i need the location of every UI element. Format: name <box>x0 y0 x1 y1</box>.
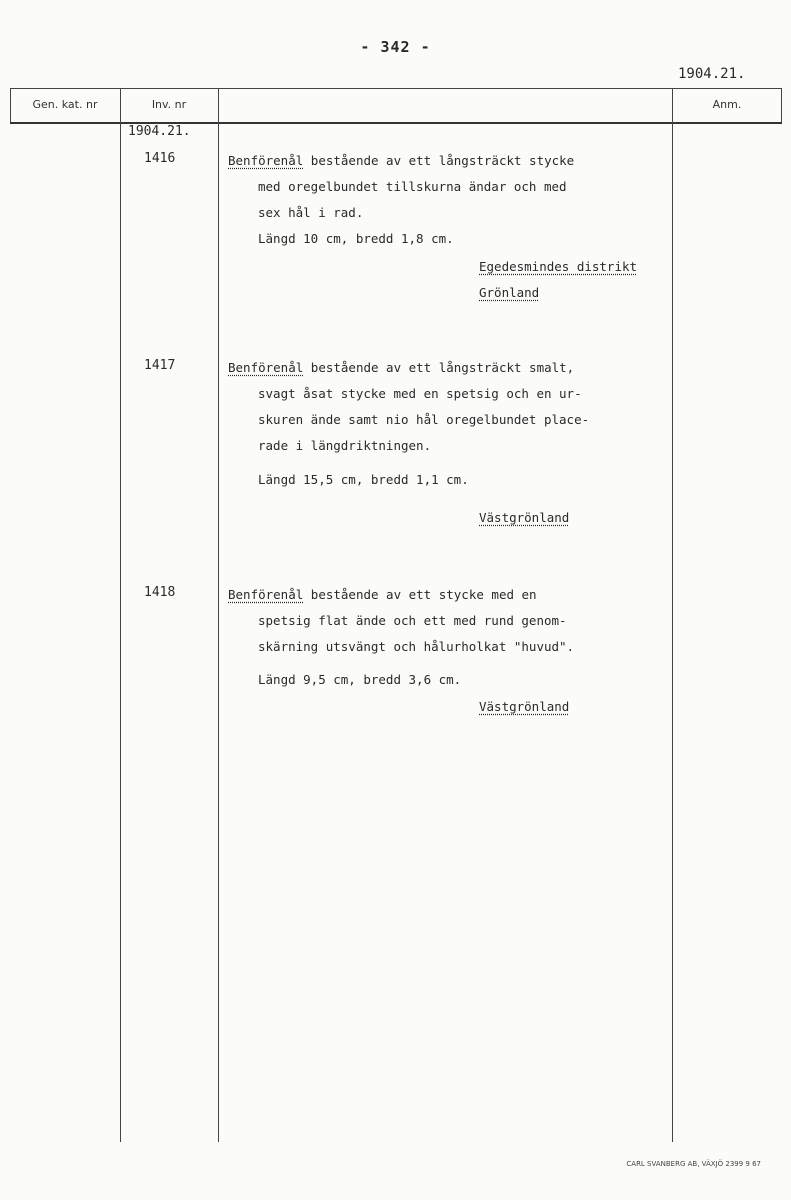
inventory-number: 1418 <box>144 585 176 600</box>
column-divider-1 <box>120 88 121 1142</box>
description-line: med oregelbundet tillskurna ändar och med <box>258 179 567 194</box>
locality-line: Egedesmindes distrikt <box>479 259 638 274</box>
locality-line: Grönland <box>479 285 540 300</box>
entry-first-line <box>228 587 537 602</box>
group-reference: 1904.21. <box>128 124 191 139</box>
description-line: bestående av ett långsträckt stycke <box>310 153 575 168</box>
locality-line: Västgrönland <box>479 510 570 525</box>
description-line: svagt åsat stycke med en spetsig och en ur- <box>258 386 582 401</box>
column-header-gen-kat-nr: Gen. kat. nr <box>32 98 98 111</box>
locality-line: Västgrönland <box>479 699 570 714</box>
object-title: Benförenål <box>228 587 304 602</box>
description-line: rade i längdriktningen. <box>258 438 432 453</box>
description-line: bestående av ett stycke med en <box>310 587 537 602</box>
ledger-table <box>10 88 782 1142</box>
inventory-number: 1416 <box>144 151 176 166</box>
description-line: skuren ände samt nio hål oregelbundet place- <box>258 412 590 427</box>
object-title: Benförenål <box>228 360 304 375</box>
table-top-rule <box>10 88 782 89</box>
entry-first-line <box>228 153 574 168</box>
entry-first-line <box>228 360 574 375</box>
description-line: sex hål i rad. <box>258 205 364 220</box>
measurements-line: Längd 10 cm, bredd 1,8 cm. <box>258 231 454 246</box>
page-number: - 342 - <box>360 38 431 56</box>
header-bottom-rule <box>10 122 782 124</box>
object-title: Benförenål <box>228 153 304 168</box>
measurements-line: Längd 9,5 cm, bredd 3,6 cm. <box>258 672 462 687</box>
column-header-anm: Anm. <box>712 98 742 111</box>
description-line: bestående av ett långsträckt smalt, <box>310 360 575 375</box>
column-header-inv-nr: Inv. nr <box>151 98 187 111</box>
measurements-line: Längd 15,5 cm, bredd 1,1 cm. <box>258 472 469 487</box>
inventory-number: 1417 <box>144 358 176 373</box>
description-line: spetsig flat ände och ett med rund genom- <box>258 613 567 628</box>
column-divider-2 <box>218 88 219 1142</box>
description-line: skärning utsvängt och hålurholkat "huvud". <box>258 639 575 654</box>
ledger-reference: 1904.21. <box>678 66 746 82</box>
printer-imprint: CARL SVANBERG AB, VÄXJÖ 2399 9 67 <box>626 1160 761 1168</box>
column-divider-3 <box>672 88 673 1142</box>
